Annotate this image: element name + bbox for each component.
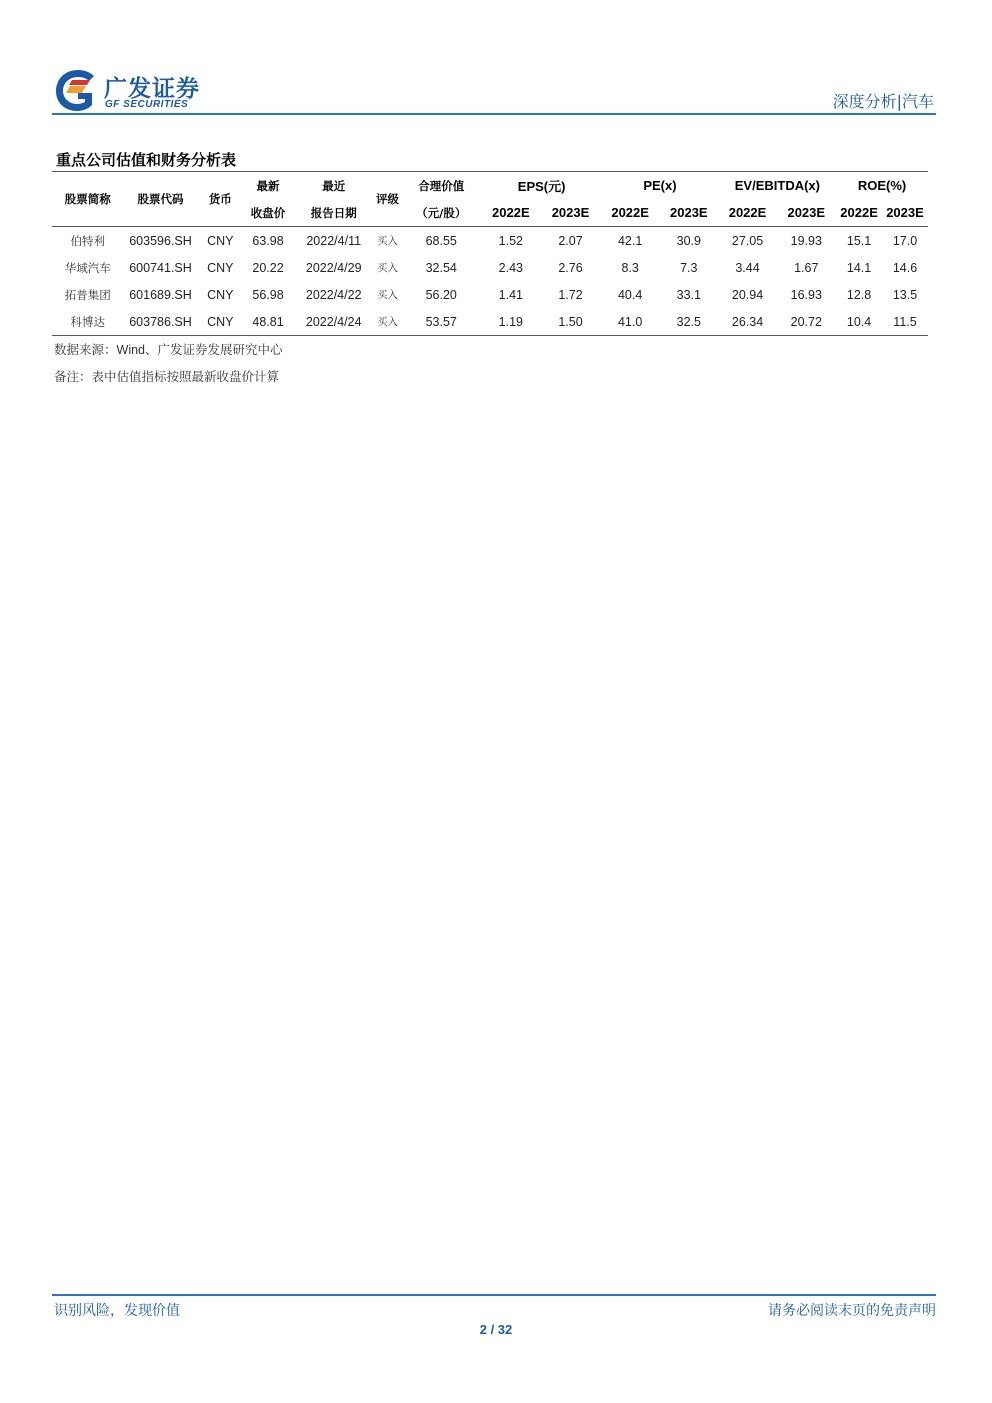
cell-ev-2023e: 16.93 bbox=[790, 287, 822, 302]
cell-code: 601689.SH bbox=[129, 287, 192, 302]
footer-divider bbox=[52, 1294, 936, 1296]
cell-close: 63.98 bbox=[252, 233, 284, 248]
cell-pe-2022e: 41.0 bbox=[601, 308, 659, 336]
gf-logo-icon bbox=[52, 66, 104, 114]
logo-text-en: GF SECURITIES bbox=[105, 99, 189, 110]
table-header-row-1 bbox=[52, 172, 928, 200]
cell-eps-2022e: 1.52 bbox=[498, 233, 523, 248]
remark-note: 备注：表中估值指标按照最新收盘价计算 bbox=[54, 369, 280, 384]
cell-ev-2023e: 1.67 bbox=[794, 260, 819, 275]
col-header-roe: ROE(%) bbox=[857, 178, 907, 193]
cell-currency: CNY bbox=[207, 233, 234, 248]
cell-currency: CNY bbox=[207, 287, 234, 302]
col-header-rating: 评级 bbox=[375, 192, 399, 206]
cell-eps-2022e: 1.19 bbox=[482, 308, 540, 336]
cell-close: 48.81 bbox=[243, 308, 293, 336]
footer-slogan: 识别风险，发现价值 bbox=[54, 1303, 180, 1319]
col-header-pe: PE(x) bbox=[643, 178, 677, 193]
table-row bbox=[52, 227, 928, 255]
col-header-eps: EPS(元) bbox=[517, 179, 566, 194]
cell-eps-2023e: 1.72 bbox=[558, 287, 583, 302]
col-header-code: 股票代码 bbox=[137, 192, 184, 206]
source-wind: Wind bbox=[116, 343, 145, 357]
cell-date: 2022/4/22 bbox=[305, 287, 362, 302]
table-row bbox=[52, 281, 928, 308]
cell-close: 56.98 bbox=[252, 287, 284, 302]
footer-disclaimer: 请务必阅读末页的免责声明 bbox=[768, 1303, 936, 1319]
source-label: 数据来源： bbox=[54, 342, 117, 357]
cell-roe-2022e: 14.1 bbox=[846, 260, 872, 275]
report-category: 深度分析|汽车 bbox=[832, 92, 934, 111]
cell-ev-2022e: 3.44 bbox=[735, 260, 760, 275]
cell-eps-2023e: 1.50 bbox=[540, 308, 602, 336]
source-rest: 、广发证券发展研究中心 bbox=[145, 342, 283, 357]
cell-pe-2023e: 30.9 bbox=[676, 233, 701, 248]
cell-rating: 买入 bbox=[375, 308, 401, 336]
cell-fair-value: 68.55 bbox=[425, 233, 457, 248]
col-header-ev-2022e: 2022E bbox=[728, 205, 767, 220]
valuation-table bbox=[52, 171, 928, 336]
cell-roe-2023e: 13.5 bbox=[892, 287, 918, 302]
col-header-name: 股票简称 bbox=[64, 192, 111, 206]
cell-roe-2023e: 14.6 bbox=[892, 260, 918, 275]
cell-fair-value: 32.54 bbox=[425, 260, 457, 275]
cell-fair-value: 53.57 bbox=[400, 308, 482, 336]
col-header-fair-line1: 合理价值 bbox=[418, 178, 465, 193]
col-header-roe-2023e: 2023E bbox=[886, 205, 924, 220]
cell-date: 2022/4/24 bbox=[293, 308, 375, 336]
table-row bbox=[52, 308, 928, 336]
cell-date: 2022/4/29 bbox=[305, 260, 362, 275]
cell-rating: 买入 bbox=[376, 289, 398, 301]
cell-ev-2022e: 26.34 bbox=[719, 308, 777, 336]
cell-eps-2023e: 2.76 bbox=[558, 260, 583, 275]
cell-name: 拓普集团 bbox=[64, 287, 111, 302]
cell-pe-2023e: 7.3 bbox=[680, 260, 698, 275]
cell-code: 603786.SH bbox=[124, 308, 198, 336]
table-title: 重点公司估值和财务分析表 bbox=[56, 151, 237, 169]
col-header-ev-2023e: 2023E bbox=[787, 205, 826, 220]
col-header-eps-2023e: 2023E bbox=[551, 205, 590, 220]
cell-code: 600741.SH bbox=[129, 260, 192, 275]
cell-currency: CNY bbox=[197, 308, 243, 336]
col-header-date-line1: 最近 bbox=[322, 178, 346, 193]
col-header-roe-2022e: 2022E bbox=[840, 205, 878, 220]
cell-eps-2023e: 2.07 bbox=[558, 233, 583, 248]
col-header-date-line2: 报告日期 bbox=[310, 205, 357, 220]
header-divider bbox=[52, 113, 936, 115]
col-header-currency: 货币 bbox=[208, 192, 232, 206]
cell-roe-2022e: 10.4 bbox=[836, 308, 882, 336]
cell-roe-2022e: 15.1 bbox=[846, 233, 872, 248]
cell-fair-value: 56.20 bbox=[425, 287, 457, 302]
cell-code: 603596.SH bbox=[129, 233, 192, 248]
cell-roe-2023e: 17.0 bbox=[892, 233, 918, 248]
col-header-eps-2022e: 2022E bbox=[492, 205, 530, 220]
table-row bbox=[52, 254, 928, 281]
cell-eps-2022e: 2.43 bbox=[498, 260, 523, 275]
cell-name: 伯特利 bbox=[70, 233, 106, 248]
col-header-fair-line2: （元/股） bbox=[416, 205, 467, 220]
cell-pe-2022e: 8.3 bbox=[621, 260, 639, 275]
cell-pe-2022e: 40.4 bbox=[617, 287, 643, 302]
cell-rating: 买入 bbox=[376, 235, 398, 247]
col-header-ev-ebitda: EV/EBITDA(x) bbox=[734, 178, 820, 193]
cell-name: 科博达 bbox=[52, 308, 124, 336]
cell-ev-2023e: 19.93 bbox=[790, 233, 822, 248]
cell-name: 华域汽车 bbox=[64, 260, 111, 275]
cell-pe-2022e: 42.1 bbox=[617, 233, 643, 248]
data-source-note bbox=[54, 340, 283, 358]
cell-eps-2022e: 1.41 bbox=[498, 287, 523, 302]
col-header-close-line2: 收盘价 bbox=[250, 205, 286, 220]
cell-pe-2023e: 33.1 bbox=[676, 287, 701, 302]
col-header-pe-2022e: 2022E bbox=[611, 205, 649, 220]
cell-ev-2022e: 20.94 bbox=[731, 287, 764, 302]
cell-pe-2023e: 32.5 bbox=[659, 308, 719, 336]
col-header-pe-2023e: 2023E bbox=[670, 205, 708, 220]
col-header-close-line1: 最新 bbox=[256, 178, 280, 193]
cell-currency: CNY bbox=[207, 260, 234, 275]
cell-ev-2022e: 27.05 bbox=[731, 233, 764, 248]
cell-close: 20.22 bbox=[252, 260, 284, 275]
cell-roe-2022e: 12.8 bbox=[846, 287, 872, 302]
cell-rating: 买入 bbox=[376, 262, 398, 274]
cell-ev-2023e: 20.72 bbox=[776, 308, 836, 336]
cell-date: 2022/4/11 bbox=[306, 233, 362, 248]
logo-text-cn: 广发证券 bbox=[104, 76, 200, 102]
page-number: 2 / 32 bbox=[479, 1322, 513, 1337]
cell-roe-2023e: 11.5 bbox=[882, 308, 928, 336]
